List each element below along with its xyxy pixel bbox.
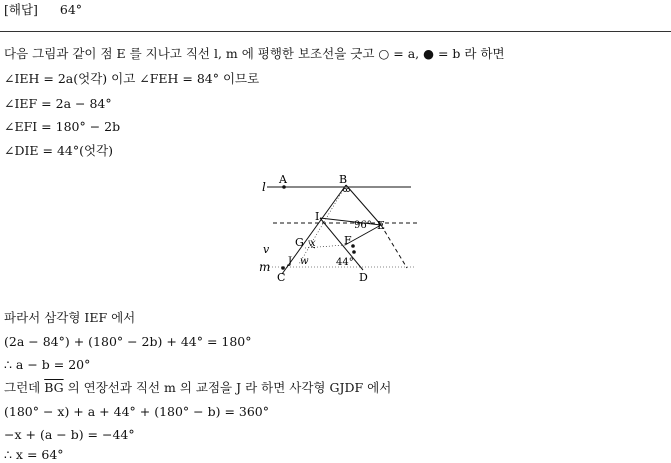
step-efi: ∠EFI = 180° − 2b xyxy=(4,119,121,134)
step-ieh: ∠IEH = 2a(엇각) 이고 ∠FEH = 84° 이므로 xyxy=(4,71,260,86)
step-eq1: (2a − 84°) + (180° − 2b) + 44° = 180° xyxy=(4,334,252,349)
label-v: v xyxy=(263,243,270,256)
intro-line: 다음 그림과 같이 점 E 를 지나고 직선 l, m 에 평행한 보조선을 긋고 ○ = a, ● = b 라 하면 xyxy=(4,46,505,61)
segment-bj xyxy=(299,185,346,264)
label-f: F xyxy=(344,234,352,247)
angle-marker-b1 xyxy=(351,244,355,248)
step-result: ∴ x = 64° xyxy=(4,447,64,462)
label-i: I xyxy=(315,210,320,223)
angle-marker-a1 xyxy=(344,189,347,192)
answer-label: [해답] xyxy=(4,2,38,17)
label-a: A xyxy=(279,173,287,186)
angle-marker-b2 xyxy=(352,250,356,254)
label-angle-96: 96° xyxy=(354,220,372,231)
label-w: w xyxy=(300,256,309,267)
step-quadrilateral: 그런데 $\overline{BG}$ 의 연장선과 직선 m 의 교점을 J 라 하면 사각형 GJDF 에서 xyxy=(4,380,392,395)
label-d: D xyxy=(359,271,368,284)
answer-header xyxy=(4,2,82,18)
geometry-figure xyxy=(255,170,420,285)
segment-be xyxy=(346,185,381,225)
label-l: l xyxy=(262,180,266,194)
label-x: x xyxy=(310,238,316,249)
label-c: C xyxy=(277,271,286,284)
point-c xyxy=(281,266,285,270)
segment-ie xyxy=(320,218,381,225)
step-ief: ∠IEF = 2a − 84° xyxy=(4,96,112,111)
step-eq2: (180° − x) + a + 44° + (180° − b) = 360° xyxy=(4,404,270,419)
angle-marker-a2 xyxy=(347,189,350,192)
step-a-minus-b: ∴ a − b = 20° xyxy=(4,357,91,372)
header-divider xyxy=(0,31,671,32)
label-g: G xyxy=(295,236,304,249)
segment-bg-label: $\overline{BG}$ xyxy=(44,380,64,395)
answer-value: 64° xyxy=(59,2,83,17)
label-m: m xyxy=(259,260,271,274)
label-e: E xyxy=(377,219,386,232)
label-angle-44: 44° xyxy=(336,257,354,268)
label-j: J xyxy=(288,256,293,267)
label-b: B xyxy=(339,173,348,186)
step-die: ∠DIE = 44°(엇각) xyxy=(4,143,114,158)
step-eq3: −x + (a − b) = −44° xyxy=(4,427,135,442)
step-triangle: 파라서 삼각형 IEF 에서 xyxy=(4,310,136,325)
